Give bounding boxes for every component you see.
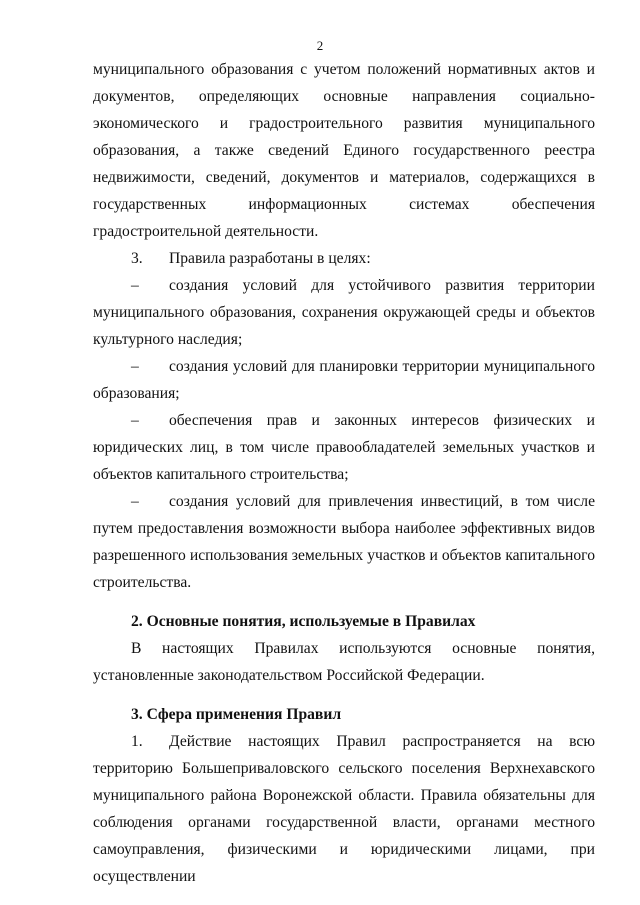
goal-item-3 <box>93 407 595 488</box>
section-3-heading: 3. Сфера применения Правил <box>131 706 342 723</box>
document-body <box>93 56 595 890</box>
page-number: 2 <box>316 38 324 53</box>
list-item-3-text: Правила разработаны в целях: <box>169 250 371 267</box>
dash-marker: – <box>131 493 139 510</box>
list-item-3-number: 3. <box>131 250 143 267</box>
dash-marker: – <box>131 277 139 294</box>
goal-item-1 <box>93 272 595 353</box>
goal-item-text: создания условий для планировки территории муниципального образования; <box>93 358 595 402</box>
section-3-item-1-number: 1. <box>131 733 143 750</box>
goal-item-4 <box>93 488 595 596</box>
section-2-text: В настоящих Правилах используются основные понятия, установленные законодательством Российской Федерации. <box>93 640 595 684</box>
list-item-3 <box>93 245 595 272</box>
goal-item-text: обеспечения прав и законных интересов физических и юридических лиц, в том числе правообладателей земельных участков и объектов капитального строительства; <box>93 412 595 483</box>
dash-marker: – <box>131 412 139 429</box>
dash-marker: – <box>131 358 139 375</box>
section-3-item-1-text: Действие настоящих Правил распространяется на всю территорию Большеприваловского сельского поселения Верхнехавского муниципального района Воронежской области. Правила обязательны для соблюдения органами государственной власти, органами местного самоуправления, физическими и юридическими лицами, при осуществлении <box>93 733 595 885</box>
section-3-item-1 <box>93 728 595 890</box>
paragraph-intro: муниципального образования с учетом положений нормативных актов и документов, определяющих основные направления социально-экономического и градостроительного развития муниципального образования, а также сведений Единого государственного реестра недвижимости, сведений, документов и материалов, содержащихся в государственных информационных системах обеспечения градостроительной деятельности. <box>93 61 595 240</box>
goal-item-text: создания условий для привлечения инвестиций, в том числе путем предоставления возможности выбора наиболее эффективных видов разрешенного использования земельных участков и объектов капитального строительства. <box>93 493 595 591</box>
goal-item-2 <box>93 353 595 407</box>
goal-item-text: создания условий для устойчивого развития территории муниципального образования, сохранения окружающей среды и объектов культурного наследия; <box>93 277 595 348</box>
section-2-heading: 2. Основные понятия, используемые в Правилах <box>131 613 476 630</box>
